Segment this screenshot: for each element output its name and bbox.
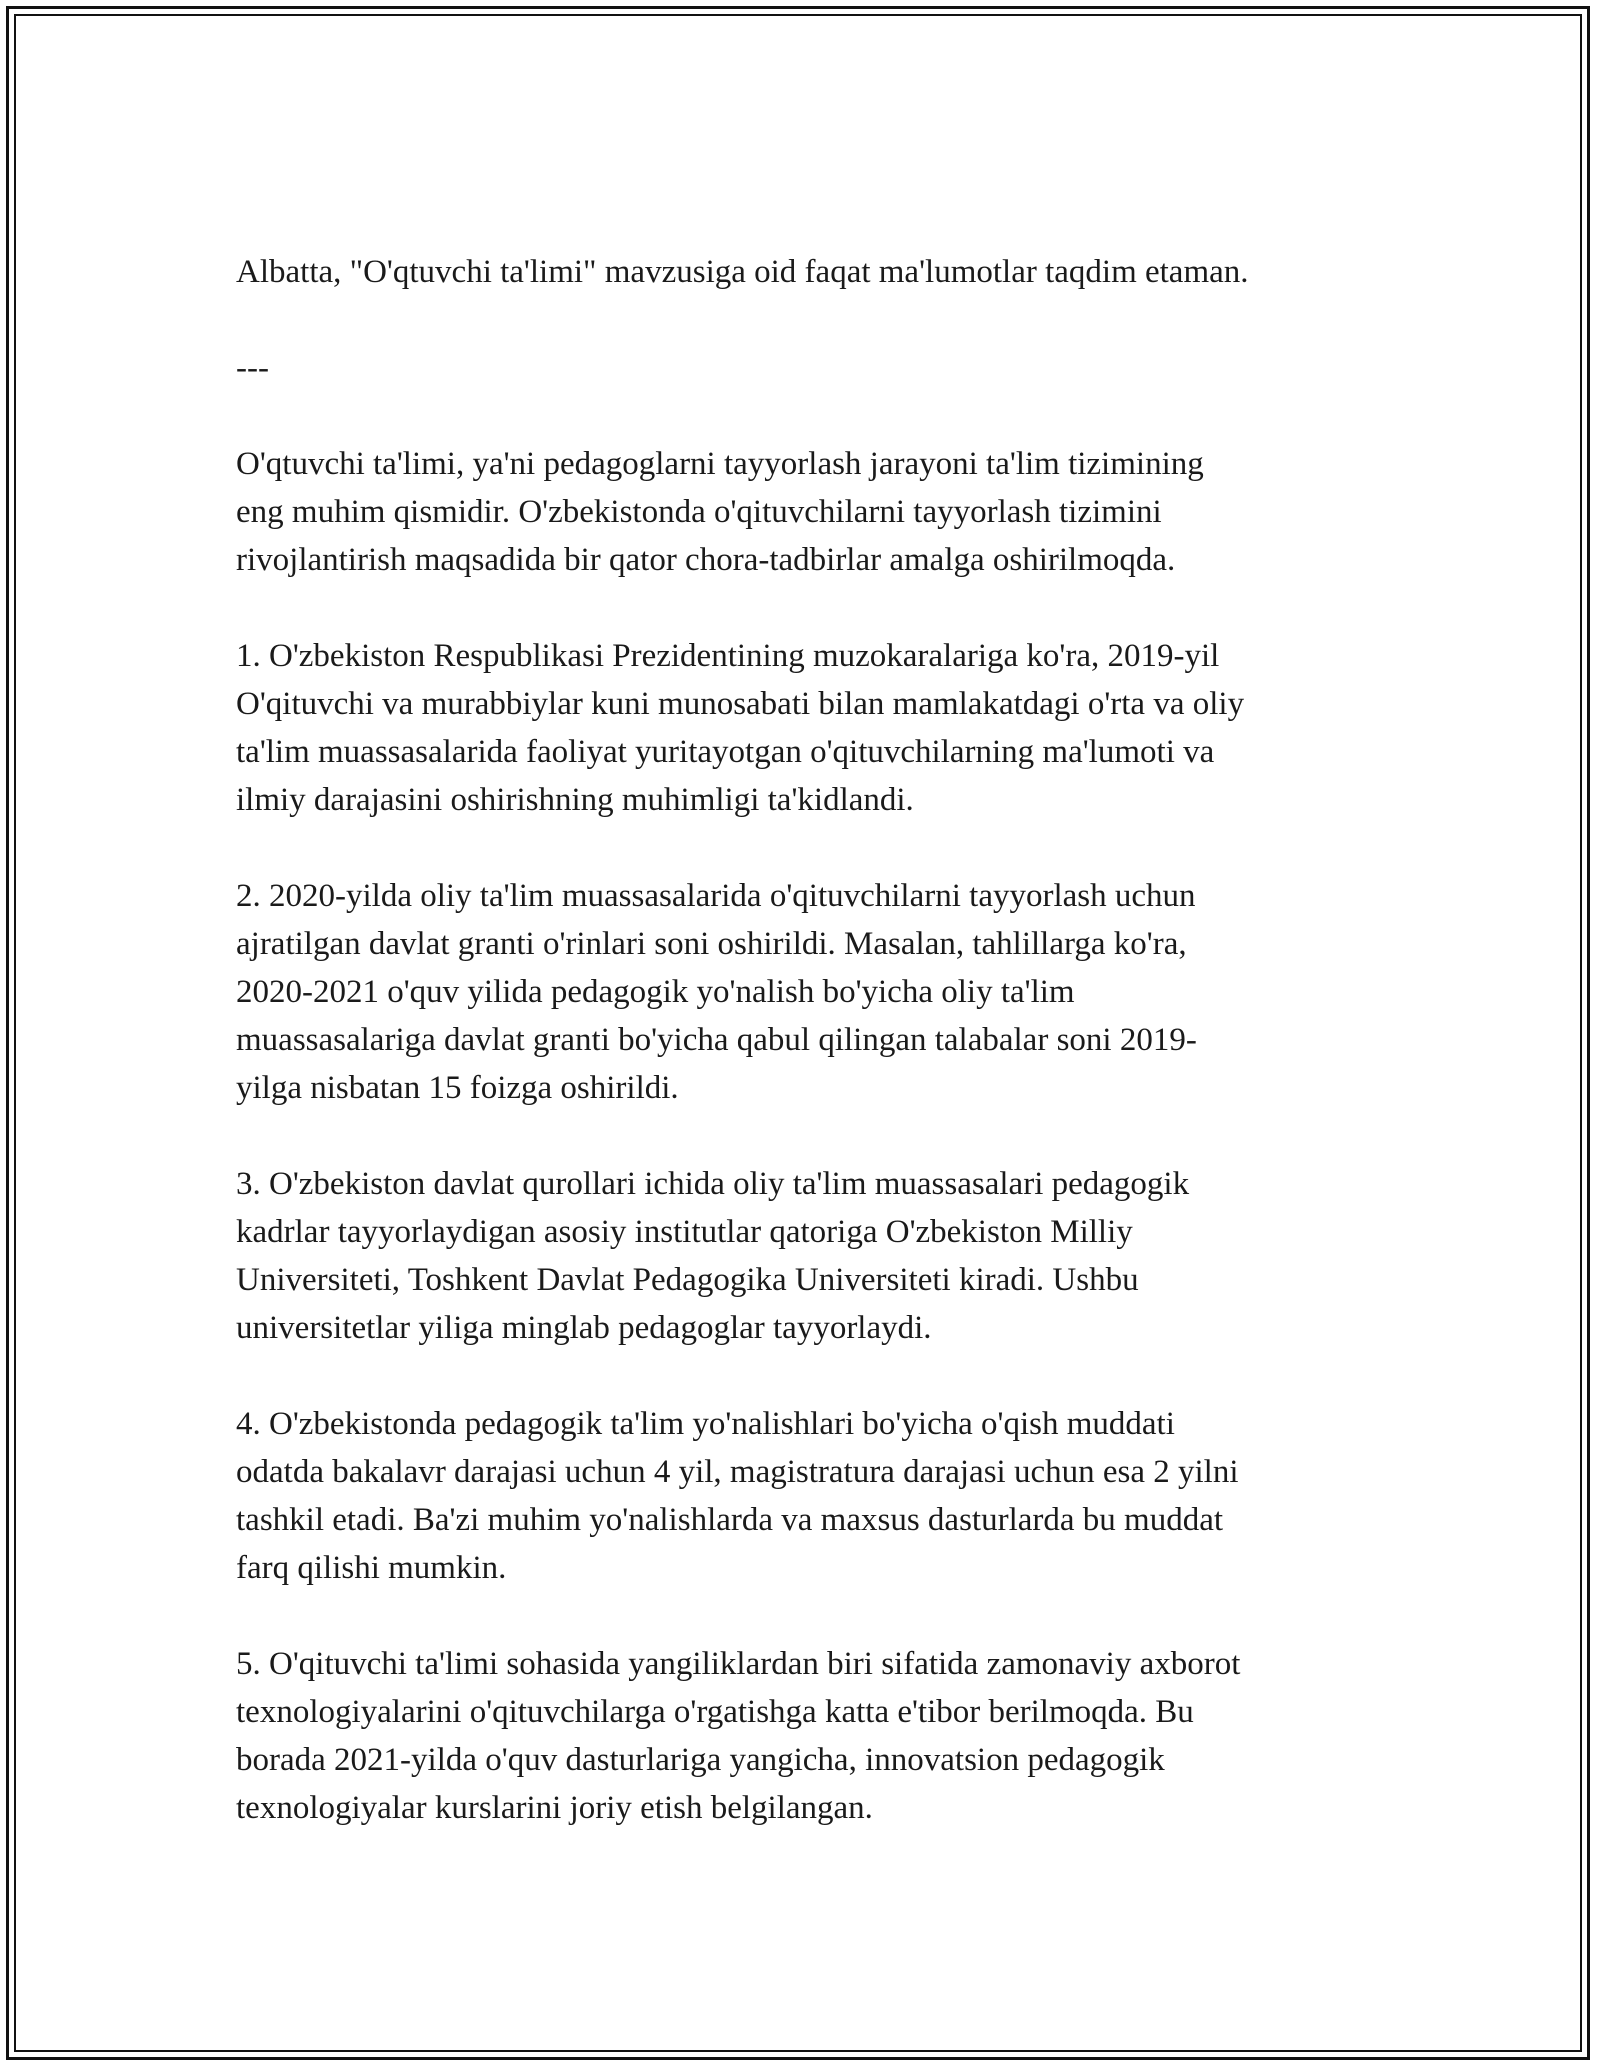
list-item-5: 5. O'qituvchi ta'limi sohasida yangiliklardan biri sifatida zamonaviy axborot texnologiyalarini o'qituvchilarga o'rgatishga katta e'tibor berilmoqda. Bu borada 2021-yilda o'quv dasturlariga yangicha, innovatsion pedagogik texnologiyalar kurslarini joriy etish belgilangan. xyxy=(236,1646,1241,1826)
document-body xyxy=(236,248,1396,1832)
list-item-4: 4. O'zbekistonda pedagogik ta'lim yo'nalishlari bo'yicha o'qish muddati odatda bakalavr darajasi uchun 4 yil, magistratura darajasi uchun esa 2 yilni tashkil etadi. Ba'zi muhim yo'nalishlarda va maxsus dasturlarda bu muddat farq qilishi mumkin. xyxy=(236,1406,1239,1586)
list-item-2: 2. 2020-yilda oliy ta'lim muassasalarida o'qituvchilarni tayyorlash uchun ajratilgan davlat granti o'rinlari soni oshirildi. Masalan, tahlillarga ko'ra, 2020-2021 o'quv yilida pedagogik yo'nalish bo'yicha oliy ta'lim muassasalariga davlat granti bo'yicha qabul qilingan talabalar soni 2019- yilga nisbatan 15 foizga oshirildi. xyxy=(236,878,1197,1106)
paragraph-overview: O'qtuvchi ta'limi, ya'ni pedagoglarni tayyorlash jarayoni ta'lim tizimining eng muhim qismidir. O'zbekistonda o'qituvchilarni tayyorlash tizimini rivojlantirish maqsadida bir qator chora-tadbirlar amalga oshirilmoqda. xyxy=(236,446,1204,578)
separator-line: --- xyxy=(236,350,269,386)
list-item-1: 1. O'zbekiston Respublikasi Prezidentining muzokaralariga ko'ra, 2019-yil O'qituvchi va murabbiylar kuni munosabati bilan mamlakatdagi o'rta va oliy ta'lim muassasalarida faoliyat yuritayotgan o'qituvchilarning ma'lumoti va ilmiy darajasini oshirishning muhimligi ta'kidlandi. xyxy=(236,638,1245,818)
intro-line: Albatta, "O'qtuvchi ta'limi" mavzusiga oid faqat ma'lumotlar taqdim etaman. xyxy=(236,254,1249,290)
list-item-3: 3. O'zbekiston davlat qurollari ichida oliy ta'lim muassasalari pedagogik kadrlar tayyorlaydigan asosiy institutlar qatoriga O'zbekiston Milliy Universiteti, Toshkent Davlat Pedagogika Universiteti kiradi. Ushbu universitetlar yiliga minglab pedagoglar tayyorlaydi. xyxy=(236,1166,1190,1346)
